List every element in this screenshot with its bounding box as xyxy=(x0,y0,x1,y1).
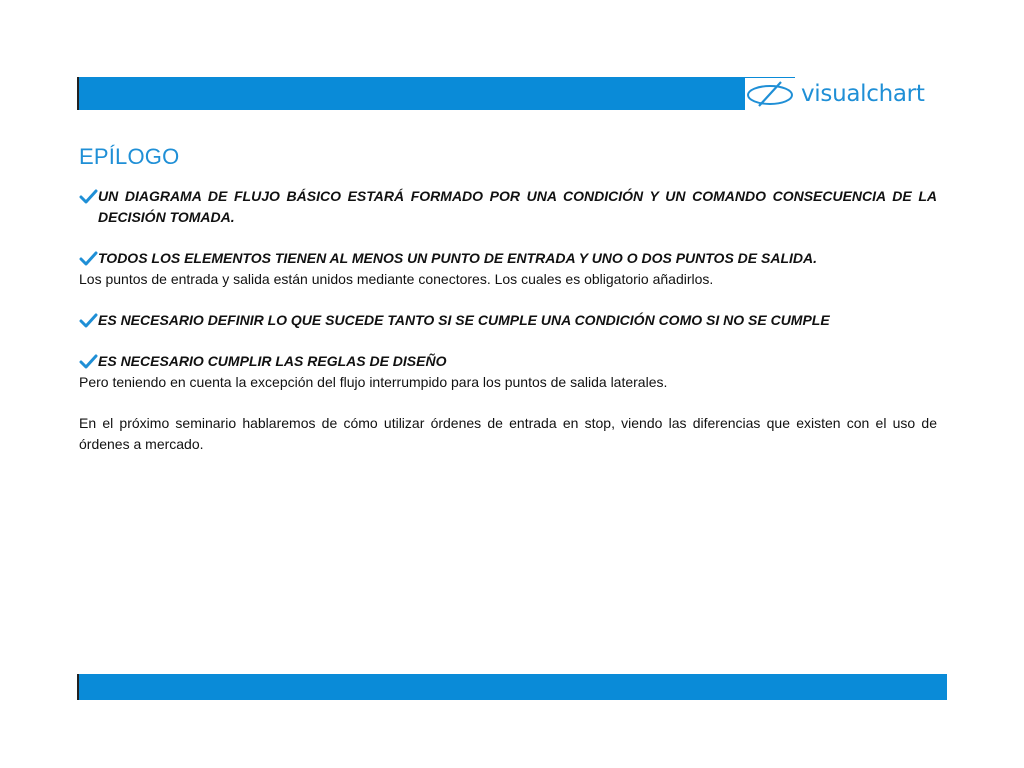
bullet-item xyxy=(79,310,937,331)
check-icon xyxy=(79,310,98,331)
check-icon xyxy=(79,248,98,269)
visualchart-logo-icon xyxy=(745,79,795,109)
bullet-heading: ES NECESARIO CUMPLIR LAS REGLAS DE DISEÑO xyxy=(98,353,447,369)
bullet-heading: UN DIAGRAMA DE FLUJO BÁSICO ESTARÁ FORMADO POR UNA CONDICIÓN Y UN COMANDO CONSECUENCIA DE LA DECISIÓN TOMADA. xyxy=(98,188,937,225)
bullet-note: Pero teniendo en cuenta la excepción del flujo interrumpido para los puntos de salida laterales. xyxy=(79,374,668,390)
footer-bar-edge xyxy=(77,674,79,700)
slide-title: EPÍLOGO xyxy=(79,144,180,169)
header-bar-edge xyxy=(77,77,79,110)
slide-content xyxy=(79,144,937,455)
brand-name: visualchart xyxy=(801,81,925,107)
bullet-item xyxy=(79,186,937,228)
check-icon xyxy=(79,351,98,372)
bullet-item xyxy=(79,351,937,372)
header-bar xyxy=(77,77,795,110)
check-icon xyxy=(79,186,98,207)
closing-paragraph: En el próximo seminario hablaremos de cómo utilizar órdenes de entrada en stop, viendo las diferencias que existen con el uso de órdenes a mercado. xyxy=(79,415,937,452)
bullet-heading: TODOS LOS ELEMENTOS TIENEN AL MENOS UN PUNTO DE ENTRADA Y UNO O DOS PUNTOS DE SALIDA. xyxy=(98,250,818,266)
bullet-item xyxy=(79,248,937,269)
brand-logo xyxy=(745,78,925,110)
bullet-heading: ES NECESARIO DEFINIR LO QUE SUCEDE TANTO SI SE CUMPLE UNA CONDICIÓN COMO SI NO SE CUMPLE xyxy=(98,312,830,328)
bullet-note: Los puntos de entrada y salida están unidos mediante conectores. Los cuales es obligatorio añadirlos. xyxy=(79,271,714,287)
footer-bar xyxy=(77,674,947,700)
